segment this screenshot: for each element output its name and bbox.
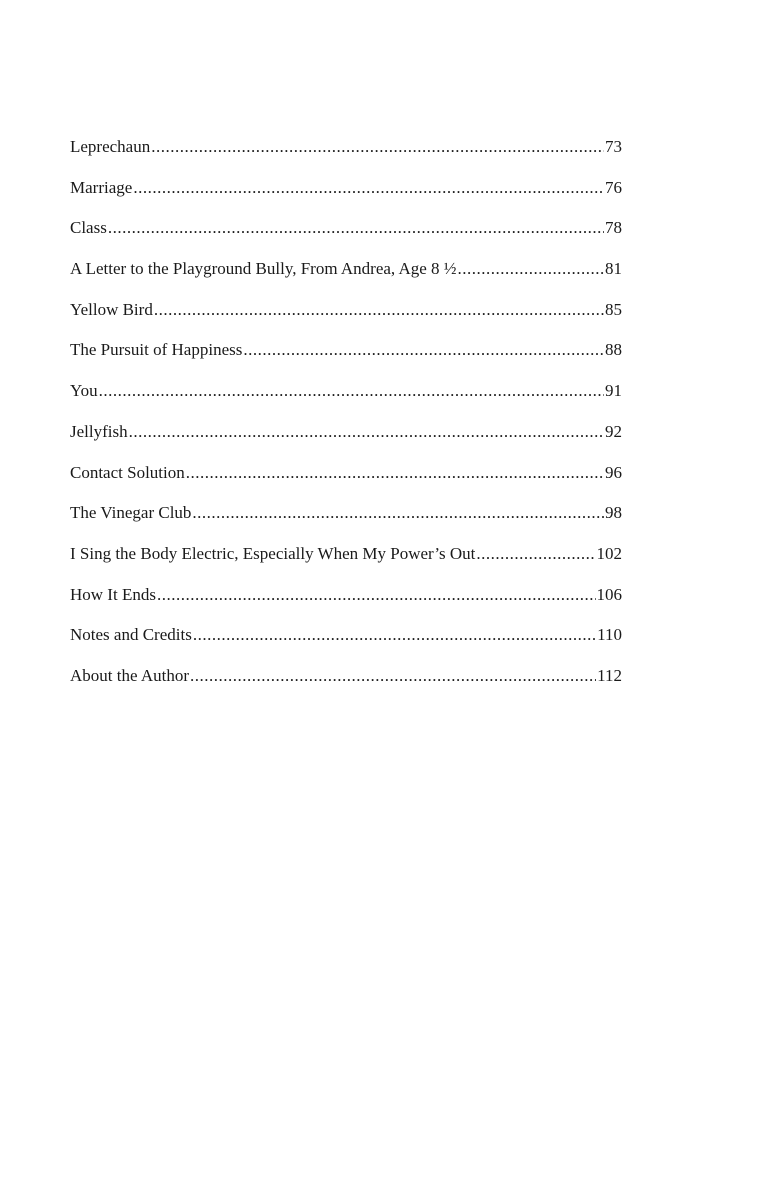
toc-entry-class	[70, 215, 622, 256]
toc-entry-yellow-bird	[70, 297, 622, 338]
toc-entry-body-electric	[70, 541, 622, 582]
toc-entry-title: About the Author	[70, 665, 189, 685]
toc-entry-pursuit-of-happiness	[70, 337, 622, 378]
toc-page-number: 96	[605, 462, 622, 482]
toc-dot-leader	[133, 175, 604, 201]
toc-dot-leader	[154, 297, 604, 323]
toc-dot-leader	[476, 541, 595, 567]
toc-dot-leader	[193, 622, 596, 648]
toc-page-number: 112	[597, 665, 622, 685]
toc-page-number: 92	[605, 421, 622, 441]
toc-page-number: 102	[596, 543, 622, 563]
toc-dot-leader	[192, 500, 604, 526]
toc-dot-leader	[99, 378, 604, 404]
toc-entry-notes-and-credits	[70, 622, 622, 663]
toc-dot-leader	[243, 337, 604, 363]
toc-dot-leader	[186, 460, 604, 486]
table-of-contents	[70, 134, 622, 704]
toc-entry-you	[70, 378, 622, 419]
toc-entry-title: How It Ends	[70, 584, 156, 604]
toc-page-number: 85	[605, 299, 622, 319]
toc-entry-jellyfish	[70, 419, 622, 460]
toc-entry-marriage	[70, 175, 622, 216]
toc-entry-title: Marriage	[70, 177, 133, 197]
toc-page-number: 76	[605, 177, 622, 197]
toc-entry-title: The Vinegar Club	[70, 503, 192, 523]
toc-page-number: 73	[605, 137, 622, 156]
toc-page-number: 106	[596, 584, 622, 604]
toc-entry-title: You	[70, 381, 98, 401]
toc-entry-title: Yellow Bird	[70, 299, 153, 319]
toc-entry-title: Notes and Credits	[70, 625, 192, 645]
toc-entry-title: The Pursuit of Happiness	[70, 340, 243, 360]
toc-page-number: 78	[605, 218, 622, 238]
toc-entry-contact-solution	[70, 460, 622, 501]
toc-page-number: 110	[597, 625, 622, 645]
toc-page-number: 91	[605, 381, 622, 401]
toc-entry-title: Class	[70, 218, 107, 238]
toc-entry-title: I Sing the Body Electric, Especially When My Power’s Out	[70, 543, 476, 563]
toc-dot-leader	[190, 663, 596, 689]
toc-entry-title: Jellyfish	[70, 421, 128, 441]
toc-entry-letter-to-bully	[70, 256, 622, 297]
toc-dot-leader	[108, 215, 604, 241]
toc-dot-leader	[151, 134, 604, 160]
toc-dot-leader	[157, 582, 596, 608]
toc-entry-title: Contact Solution	[70, 462, 185, 482]
toc-entry-title: A Letter to the Playground Bully, From Andrea, Age 8 ½	[70, 259, 457, 279]
toc-entry-title: Leprechaun	[70, 137, 151, 156]
toc-page-number: 81	[605, 259, 622, 279]
toc-entry-about-the-author	[70, 663, 622, 704]
toc-entry-how-it-ends	[70, 582, 622, 623]
toc-entry-vinegar-club	[70, 500, 622, 541]
toc-dot-leader	[129, 419, 604, 445]
toc-entry-leprechaun	[70, 134, 622, 175]
toc-page-number: 98	[605, 503, 622, 523]
toc-dot-leader	[458, 256, 604, 282]
toc-page-number: 88	[605, 340, 622, 360]
